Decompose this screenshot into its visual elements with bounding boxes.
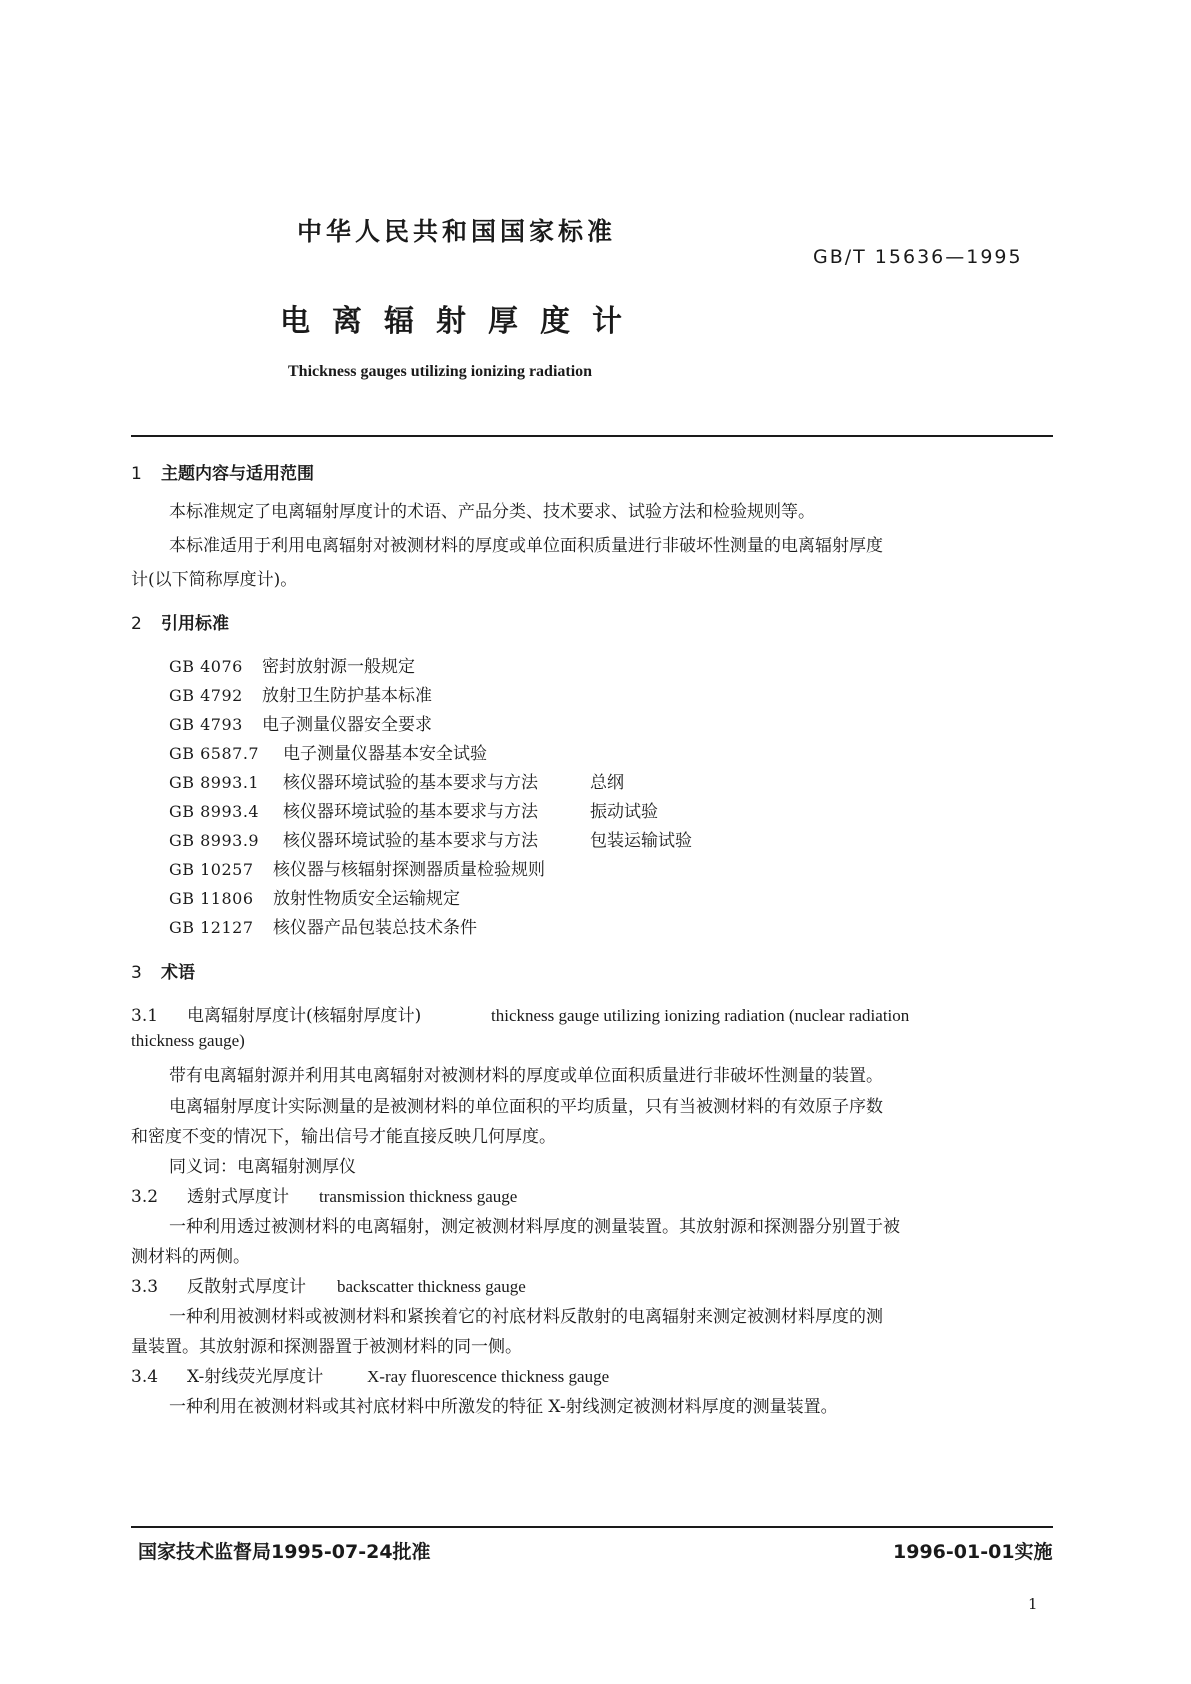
reference-title: 核仪器环境试验的基本要求与方法 [283, 831, 538, 851]
term-synonym: 同义词：电离辐射测厚仪 [169, 1157, 356, 1177]
standard-code: GB/T 15636—1995 [813, 246, 1023, 268]
reference-item [169, 855, 545, 880]
reference-item [169, 768, 624, 793]
term-definition: 一种利用透过被测材料的电离辐射，测定被测材料厚度的测量装置。其放射源和探测器分别置于被 [169, 1217, 900, 1237]
section-title: 主题内容与适用范围 [161, 464, 314, 484]
reference-item [169, 797, 658, 822]
reference-item [169, 884, 460, 909]
reference-title: 核仪器环境试验的基本要求与方法 [283, 773, 538, 793]
term-name-en: thickness gauge utilizing ionizing radiation (nuclear radiation [491, 1006, 910, 1025]
term-name-cn: 电离辐射厚度计(核辐射厚度计) [187, 1006, 422, 1026]
term-3-2 [131, 1182, 517, 1207]
term-name-en: X-ray fluorescence thickness gauge [367, 1367, 610, 1386]
reference-subtitle: 包装运输试验 [590, 831, 692, 851]
reference-item [169, 681, 432, 706]
term-name-cn: 透射式厚度计 [187, 1187, 289, 1207]
section-1-heading [131, 459, 314, 484]
reference-title: 电子测量仪器基本安全试验 [283, 744, 487, 764]
term-number: 3.4 [131, 1367, 159, 1387]
term-3-4 [131, 1362, 609, 1387]
reference-item [169, 739, 487, 764]
reference-item [169, 913, 477, 938]
paragraph: 本标准规定了电离辐射厚度计的术语、产品分类、技术要求、试验方法和检验规则等。 [169, 502, 815, 522]
term-name-en: thickness gauge) [131, 1031, 245, 1050]
reference-item [169, 710, 432, 735]
section-title: 术语 [161, 963, 195, 983]
section-number: 3 [131, 963, 142, 983]
reference-code: GB 8993.1 [169, 773, 260, 792]
reference-title: 密封放射源一般规定 [262, 657, 415, 677]
paragraph: 本标准适用于利用电离辐射对被测材料的厚度或单位面积质量进行非破坏性测量的电离辐射厚度 [169, 536, 883, 556]
reference-item [169, 826, 692, 851]
term-name-en: backscatter thickness gauge [337, 1277, 526, 1296]
term-definition: 测材料的两侧。 [131, 1247, 250, 1267]
section-2-heading [131, 609, 229, 634]
term-definition: 一种利用在被测材料或其衬底材料中所激发的特征 X-射线测定被测材料厚度的测量装置。 [169, 1397, 838, 1417]
national-standard-heading: 中华人民共和国国家标准 [297, 217, 617, 246]
page-title-en: Thickness gauges utilizing ionizing radiation [288, 363, 593, 380]
section-title: 引用标准 [161, 614, 229, 634]
reference-code: GB 6587.7 [169, 744, 260, 763]
term-number: 3.1 [131, 1006, 159, 1026]
reference-code: GB 4792 [169, 686, 243, 705]
reference-subtitle: 总纲 [590, 773, 624, 793]
term-name-cn: X-射线荧光厚度计 [187, 1367, 324, 1387]
term-3-1-en-continued [131, 1031, 245, 1051]
reference-code: GB 8993.4 [169, 802, 260, 821]
term-definition: 电离辐射厚度计实际测量的是被测材料的单位面积的平均质量，只有当被测材料的有效原子序数 [169, 1097, 883, 1117]
term-definition: 一种利用被测材料或被测材料和紧挨着它的衬底材料反散射的电离辐射来测定被测材料厚度的测 [169, 1307, 883, 1327]
term-number: 3.3 [131, 1277, 159, 1297]
effective-date: 1996-01-01实施 [893, 1541, 1053, 1563]
reference-subtitle: 振动试验 [590, 802, 658, 822]
reference-code: GB 10257 [169, 860, 254, 879]
reference-title: 放射性物质安全运输规定 [273, 889, 460, 909]
page-title-cn: 电离辐射厚度计 [280, 304, 644, 339]
reference-title: 核仪器环境试验的基本要求与方法 [283, 802, 538, 822]
section-number: 2 [131, 614, 142, 634]
reference-title: 核仪器产品包装总技术条件 [273, 918, 477, 938]
term-number: 3.2 [131, 1187, 159, 1207]
term-definition: 带有电离辐射源并利用其电离辐射对被测材料的厚度或单位面积质量进行非破坏性测量的装置。 [169, 1066, 883, 1086]
reference-code: GB 11806 [169, 889, 254, 908]
section-3-heading [131, 958, 195, 983]
reference-code: GB 8993.9 [169, 831, 260, 850]
term-3-3 [131, 1272, 526, 1297]
reference-title: 电子测量仪器安全要求 [262, 715, 432, 735]
approval-date: 国家技术监督局1995-07-24批准 [138, 1541, 431, 1563]
reference-code: GB 4793 [169, 715, 243, 734]
term-definition: 量装置。其放射源和探测器置于被测材料的同一侧。 [131, 1337, 522, 1357]
reference-code: GB 12127 [169, 918, 254, 937]
term-3-1 [131, 1001, 909, 1026]
term-definition: 和密度不变的情况下，输出信号才能直接反映几何厚度。 [131, 1127, 556, 1147]
reference-title: 放射卫生防护基本标准 [262, 686, 432, 706]
paragraph: 计(以下简称厚度计)。 [131, 570, 298, 590]
reference-item [169, 652, 415, 677]
reference-code: GB 4076 [169, 657, 243, 676]
section-number: 1 [131, 464, 142, 484]
footer-divider [131, 1526, 1053, 1528]
term-name-en: transmission thickness gauge [319, 1187, 518, 1206]
header-divider [131, 435, 1053, 437]
term-name-cn: 反散射式厚度计 [187, 1277, 306, 1297]
reference-title: 核仪器与核辐射探测器质量检验规则 [273, 860, 545, 880]
page-number: 1 [1028, 1595, 1038, 1613]
